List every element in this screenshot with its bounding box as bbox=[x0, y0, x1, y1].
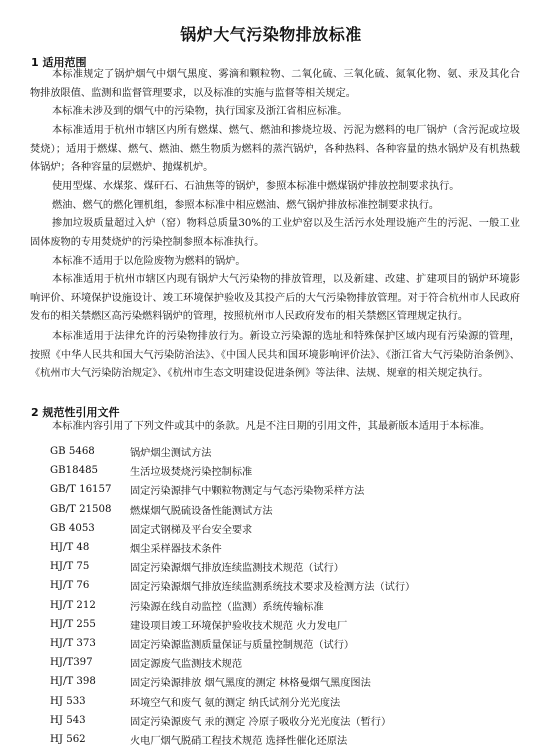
reference-item bbox=[50, 711, 530, 730]
reference-title: 烟尘采样器技术条件 bbox=[130, 544, 222, 556]
reference-item bbox=[50, 461, 530, 480]
reference-item bbox=[50, 500, 530, 519]
reference-item bbox=[50, 691, 530, 710]
reference-item bbox=[50, 557, 530, 576]
reference-code: HJ/T 76 bbox=[50, 580, 90, 592]
reference-code: GB 5468 bbox=[50, 446, 95, 458]
reference-code: HJ/T 398 bbox=[50, 676, 96, 688]
paragraph: 使用型煤、水煤浆、煤矸石、石油焦等的锅炉，参照本标准中燃煤锅炉排放控制要求执行。 bbox=[52, 181, 460, 192]
reference-item bbox=[50, 672, 530, 691]
reference-title: 固定污染源排放 烟气黑度的测定 林格曼烟气黑度图法 bbox=[130, 678, 371, 690]
reference-item bbox=[50, 596, 530, 615]
reference-item bbox=[50, 442, 530, 461]
reference-title: 污染源在线自动监控（监测）系统传输标准 bbox=[130, 601, 324, 613]
reference-code: HJ/T 212 bbox=[50, 599, 96, 611]
reference-title: 锅炉烟尘测试方法 bbox=[130, 448, 212, 460]
reference-title: 燃煤烟气脱硫设备性能测试方法 bbox=[130, 505, 273, 517]
reference-item bbox=[50, 519, 530, 538]
reference-list bbox=[50, 442, 530, 749]
reference-code: HJ/T397 bbox=[50, 657, 93, 669]
reference-title: 固定污染源废气 汞的测定 冷原子吸收分光光度法（暂行） bbox=[130, 716, 392, 728]
reference-code: HJ/T 255 bbox=[50, 618, 96, 630]
reference-code: HJ/T 75 bbox=[50, 561, 90, 573]
paragraph: 燃油、燃气的燃化锂机组，参照本标准中相应燃油、燃气锅炉排放标准控制要求执行。 bbox=[52, 200, 440, 211]
reference-item bbox=[50, 653, 530, 672]
paragraph: 本标准适用于杭州市辖区内所有燃煤、燃气、燃油和掺烧垃圾、污泥为燃料的电厂锅炉（含污泥或垃圾焚烧）；适用于燃煤、燃气、燃油、燃生物质为燃料的蒸汽锅炉，各种热料、各种容量的热水锅炉及有机热载体锅炉；各种容量的层燃炉、抛煤机炉。 bbox=[30, 125, 520, 174]
reference-title: 固定式钢梯及平台安全要求 bbox=[130, 524, 253, 536]
reference-item bbox=[50, 615, 530, 634]
reference-code: GB/T 21508 bbox=[50, 503, 112, 515]
reference-code: GB/T 16157 bbox=[50, 484, 112, 496]
paragraph: 本标准未涉及到的烟气中的污染物，执行国家及浙江省相应标准。 bbox=[52, 106, 348, 117]
section-heading-normative-references: 2 规范性引用文件 bbox=[31, 406, 120, 419]
reference-title: 生活垃圾焚烧污染控制标准 bbox=[130, 467, 253, 479]
reference-item bbox=[50, 480, 530, 499]
document-title: 锅炉大气污染物排放标准 bbox=[180, 25, 362, 44]
paragraph: 本标准不适用于以危险废物为燃料的锅炉。 bbox=[52, 256, 246, 267]
reference-item bbox=[50, 730, 530, 749]
reference-title: 固定污染源排气中颗粒物测定与气态污染物采样方法 bbox=[130, 486, 365, 498]
reference-item bbox=[50, 634, 530, 653]
reference-code: GB18485 bbox=[50, 465, 99, 477]
section-heading-scope: 1 适用范围 bbox=[31, 56, 87, 69]
reference-title: 火电厂烟气脱硝工程技术规范 选择性催化还原法 bbox=[130, 735, 348, 747]
reference-code: HJ 562 bbox=[50, 733, 86, 745]
reference-title: 固定污染源烟气排放连续监测系统技术要求及检测方法（试行） bbox=[130, 582, 416, 594]
paragraph: 本标准适用于法律允许的污染物排放行为。新设立污染源的选址和特殊保护区域内现有污染源的管理，按照《中华人民共和国大气污染防治法》、《中国人民共和国环境影响评价法》、《浙江省大气污染防治条例》、《杭州市大气污染防治规定》、《杭州市生态文明建设促进条例》等法律、法规、规章的相关规定执行。 bbox=[30, 331, 520, 380]
paragraph: 本标准规定了锅炉烟气中烟气黑度、雾滴和颗粒物、二氧化硫、三氧化硫、氮氧化物、氨、汞及其化合物排放限值、监测和监督管理要求，以及标准的实施与监督等相关规定。 bbox=[30, 69, 520, 99]
paragraph: 掺加垃圾质量超过入炉（窑）物料总质量30%的工业炉窑以及生活污水处理设施产生的污泥、一般工业固体废物的专用焚烧炉的污染控制参照本标准执行。 bbox=[30, 218, 520, 248]
paragraph: 本标准内容引用了下列文件或其中的条款。凡是不注日期的引用文件，其最新版本适用于本标准。 bbox=[52, 421, 491, 432]
reference-item bbox=[50, 576, 530, 595]
reference-title: 固定源废气监测技术规范 bbox=[130, 659, 243, 671]
reference-code: HJ/T 373 bbox=[50, 637, 96, 649]
reference-title: 固定污染源监测质量保证与质量控制规范（试行） bbox=[130, 639, 355, 651]
reference-item bbox=[50, 538, 530, 557]
reference-title: 环境空气和废气 氨的测定 纳氏试剂分光光度法 bbox=[130, 697, 341, 709]
reference-title: 建设项目竣工环境保护验收技术规范 火力发电厂 bbox=[130, 620, 348, 632]
reference-code: HJ 543 bbox=[50, 714, 86, 726]
reference-code: HJ/T 48 bbox=[50, 542, 90, 554]
paragraph: 本标准适用于杭州市辖区内现有锅炉大气污染物的排放管理，以及新建、改建、扩建项目的锅炉环境影响评价、环境保护设施设计、竣工环境保护验收及其投产后的大气污染物排放管理。对于符合杭州市人民政府发布的相关禁燃区高污染燃料锅炉的管理，按照杭州市人民政府发布的相关禁燃区管理规定执行。 bbox=[30, 274, 520, 323]
reference-code: GB 4053 bbox=[50, 522, 95, 534]
reference-title: 固定污染源烟气排放连续监测技术规范（试行） bbox=[130, 563, 344, 575]
reference-code: HJ 533 bbox=[50, 695, 86, 707]
